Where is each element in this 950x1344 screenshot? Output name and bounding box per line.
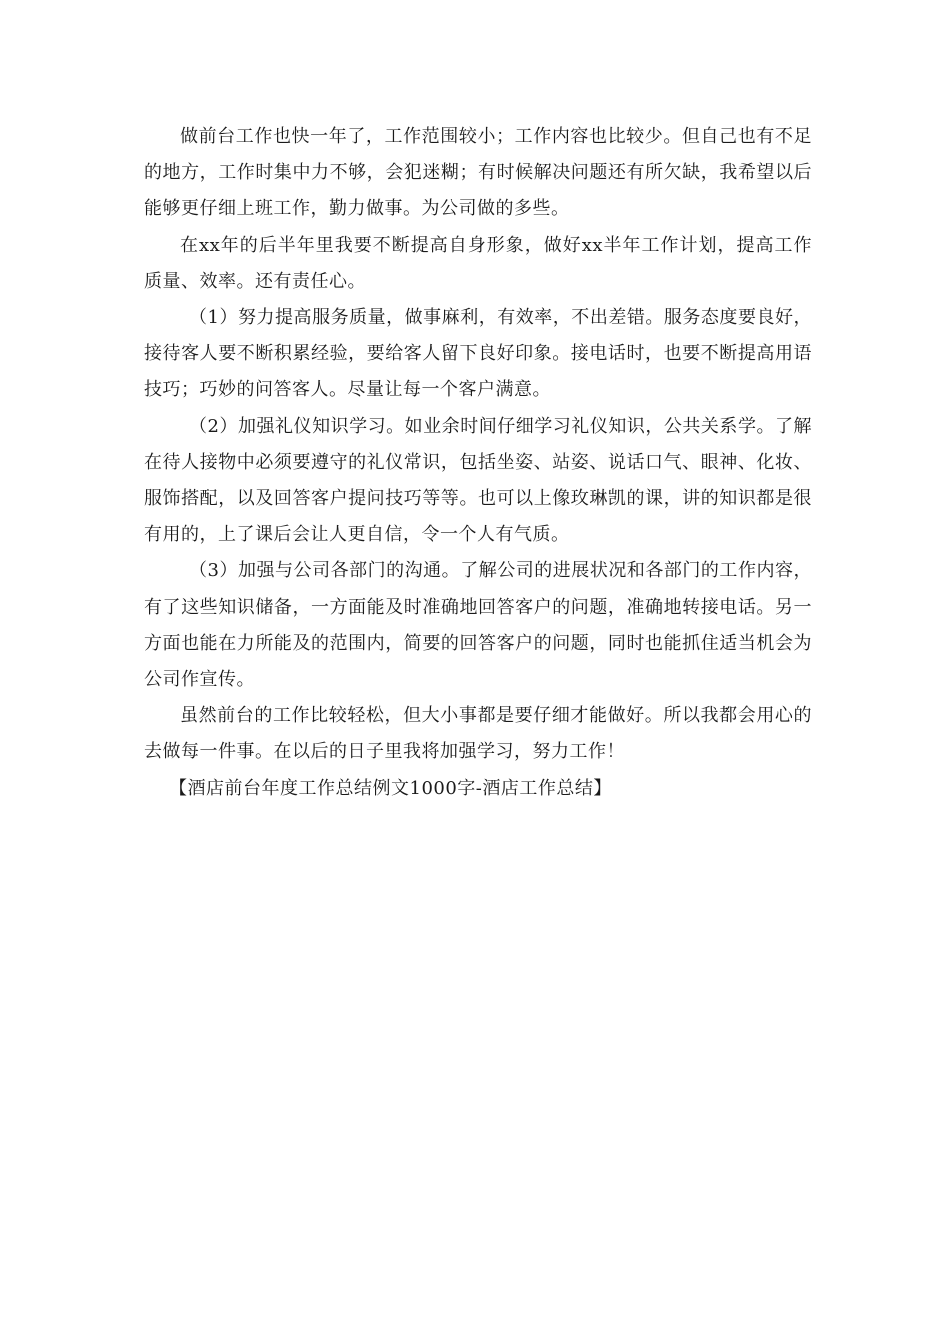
paragraph-plan: 在xx年的后半年里我要不断提高自身形象，做好xx半年工作计划，提高工作质量、效率。还有责任心。 (144, 234, 812, 292)
paragraph-item-2: （2）加强礼仪知识学习。如业余时间仔细学习礼仪知识，公共关系学。了解在待人接物中必须要遵守的礼仪常识，包括坐姿、站姿、说话口气、眼神、化妆、服饰搭配，以及回答客户提问技巧等等。也可以上像玫琳凯的课，讲的知识都是很有用的，上了课后会让人更自信，令一个人有气质。 (144, 415, 812, 546)
paragraph-item-1: （1）努力提高服务质量，做事麻利，有效率，不出差错。服务态度要良好，接待客人要不断积累经验，要给客人留下良好印象。接电话时，也要不断提高用语技巧；巧妙的问答客人。尽量让每一个客户满意。 (144, 307, 812, 401)
document-body (144, 119, 812, 807)
paragraph-conclusion: 虽然前台的工作比较轻松，但大小事都是要仔细才能做好。所以我都会用心的去做每一件事。在以后的日子里我将加强学习，努力工作！ (144, 705, 812, 763)
paragraph-intro: 做前台工作也快一年了，工作范围较小；工作内容也比较少。但自己也有不足的地方，工作时集中力不够，会犯迷糊；有时候解决问题还有所欠缺，我希望以后能够更仔细上班工作，勤力做事。为公司做的多些。 (144, 126, 812, 220)
document-footer-title: 【酒店前台年度工作总结例文1000字-酒店工作总结】 (169, 777, 612, 799)
paragraph-item-3: （3）加强与公司各部门的沟通。了解公司的进展状况和各部门的工作内容，有了这些知识储备，一方面能及时准确地回答客户的问题，准确地转接电话。另一方面也能在力所能及的范围内，简要的回答客户的问题，同时也能抓住适当机会为公司作宣传。 (144, 560, 812, 691)
